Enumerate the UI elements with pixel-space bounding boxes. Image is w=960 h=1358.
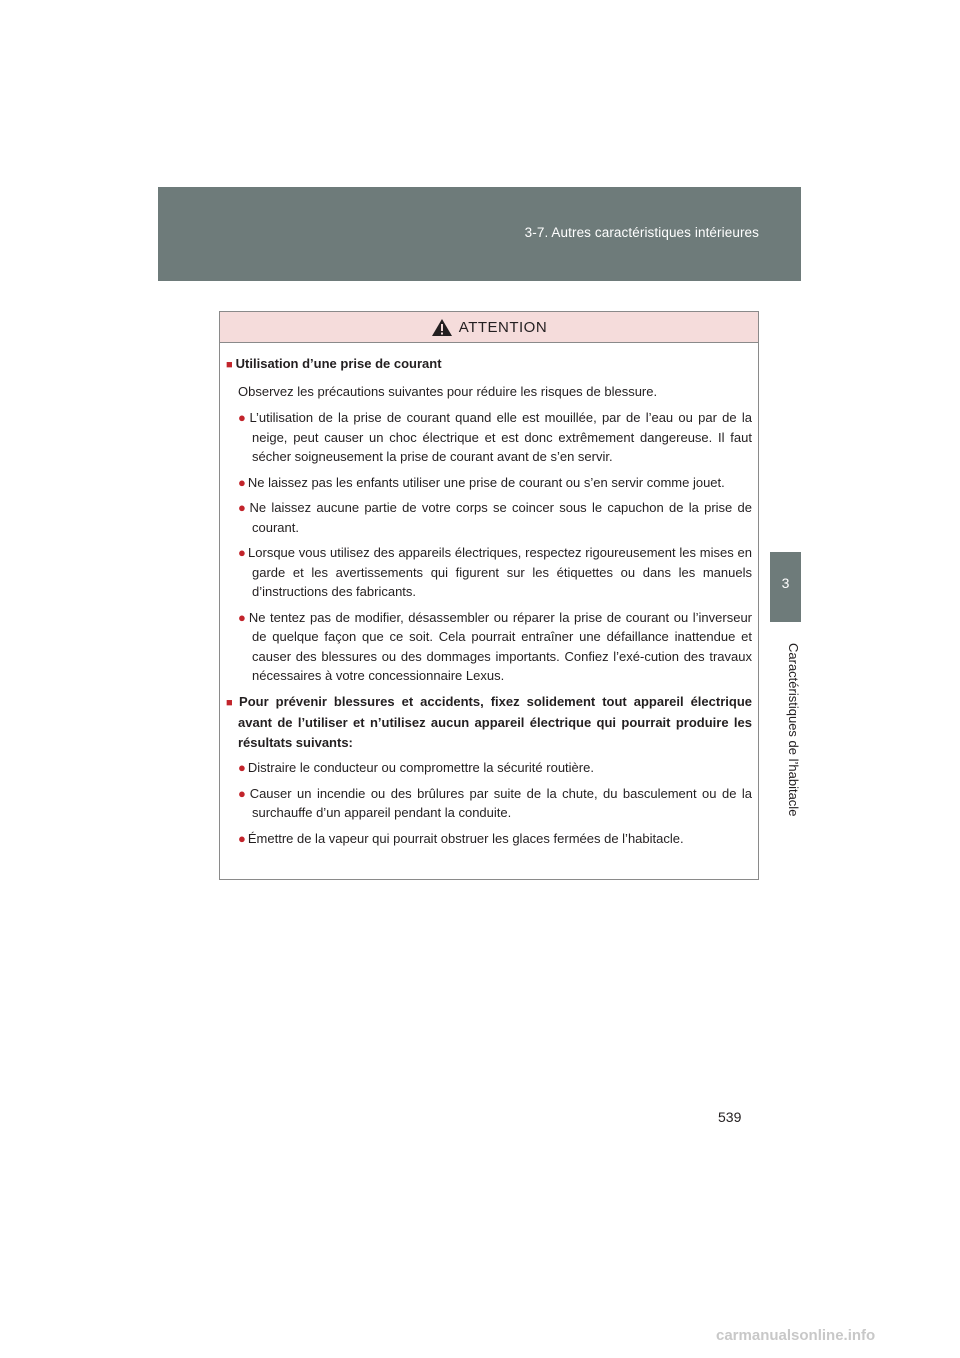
red-dot-icon: ●: [238, 500, 248, 515]
watermark[interactable]: carmanualsonline.info: [716, 1327, 876, 1344]
warning-heading-text: ATTENTION: [458, 318, 548, 336]
list-item: ● Ne laissez aucune partie de votre corps se coincer sous le capuchon de la prise de courant.: [238, 500, 752, 535]
red-dot-icon: ●: [238, 545, 247, 560]
chapter-tab: [770, 552, 801, 622]
red-dot-icon: ●: [238, 760, 246, 775]
list-item: ● Ne laissez pas les enfants utiliser une prise de courant ou s’en servir comme jouet.: [238, 474, 725, 490]
section-heading: ■ Pour prévenir blessures et accidents, fixez solidement tout appareil électrique avant de l’utiliser et n’utilisez aucun appareil électrique qui pourrait produire les résultats suivants:: [226, 693, 752, 750]
list-item: ● Émettre de la vapeur qui pourrait obstruer les glaces fermées de l’habitacle.: [238, 830, 684, 846]
list-item: ● Distraire le conducteur ou compromettre la sécurité routière.: [238, 760, 594, 775]
red-dot-icon: ●: [238, 609, 247, 625]
list-item: ● Causer un incendie ou des brûlures par suite de la chute, du basculement ou de la surchauffe d’un appareil pendant la conduite.: [238, 785, 752, 820]
list-item: ● L’utilisation de la prise de courant quand elle est mouillée, par de l’eau ou par de la neige, peut causer un choc électrique et est donc extrêmement dangereuse. Il faut sécher soigneusement la prise de courant avant de s’en servir.: [238, 410, 752, 464]
red-dot-icon: ●: [238, 830, 246, 846]
chapter-label: Caractéristiques de l’habitacle: [786, 643, 801, 817]
red-square-icon: ■: [226, 696, 237, 709]
red-square-icon: ■: [226, 359, 233, 371]
warning-body: [220, 343, 758, 848]
warning-heading: [220, 312, 758, 343]
list-item: ● Ne tentez pas de modifier, désassembler ou réparer la prise de courant ou l’inverseur de quelque façon que ce soit. Cela pourrait entraîner une défaillance inattendue et causer des blessures ou des dommages importants. Confiez l’exé-cution des travaux nécessaires à votre concessionnaire Lexus.: [238, 609, 752, 683]
section-title: 3-7. Autres caractéristiques intérieures: [524, 225, 759, 240]
page-number: 539: [718, 1109, 742, 1125]
section-heading: ■ Utilisation d’une prise de courant: [226, 356, 442, 371]
header-band: [158, 187, 801, 281]
red-dot-icon: ●: [238, 474, 246, 490]
list-item: ● Lorsque vous utilisez des appareils électriques, respectez rigoureusement les mises en garde et les avertissements qui figurent sur les étiquettes ou dans les manuels d’instructions des fabricants.: [238, 545, 752, 599]
red-dot-icon: ●: [238, 785, 248, 801]
chapter-number: 3: [781, 575, 790, 591]
section-intro: Observez les précautions suivantes pour réduire les risques de blessure.: [238, 383, 658, 399]
warning-triangle-icon: [431, 318, 453, 337]
warning-box: [219, 311, 759, 880]
red-dot-icon: ●: [238, 410, 248, 425]
